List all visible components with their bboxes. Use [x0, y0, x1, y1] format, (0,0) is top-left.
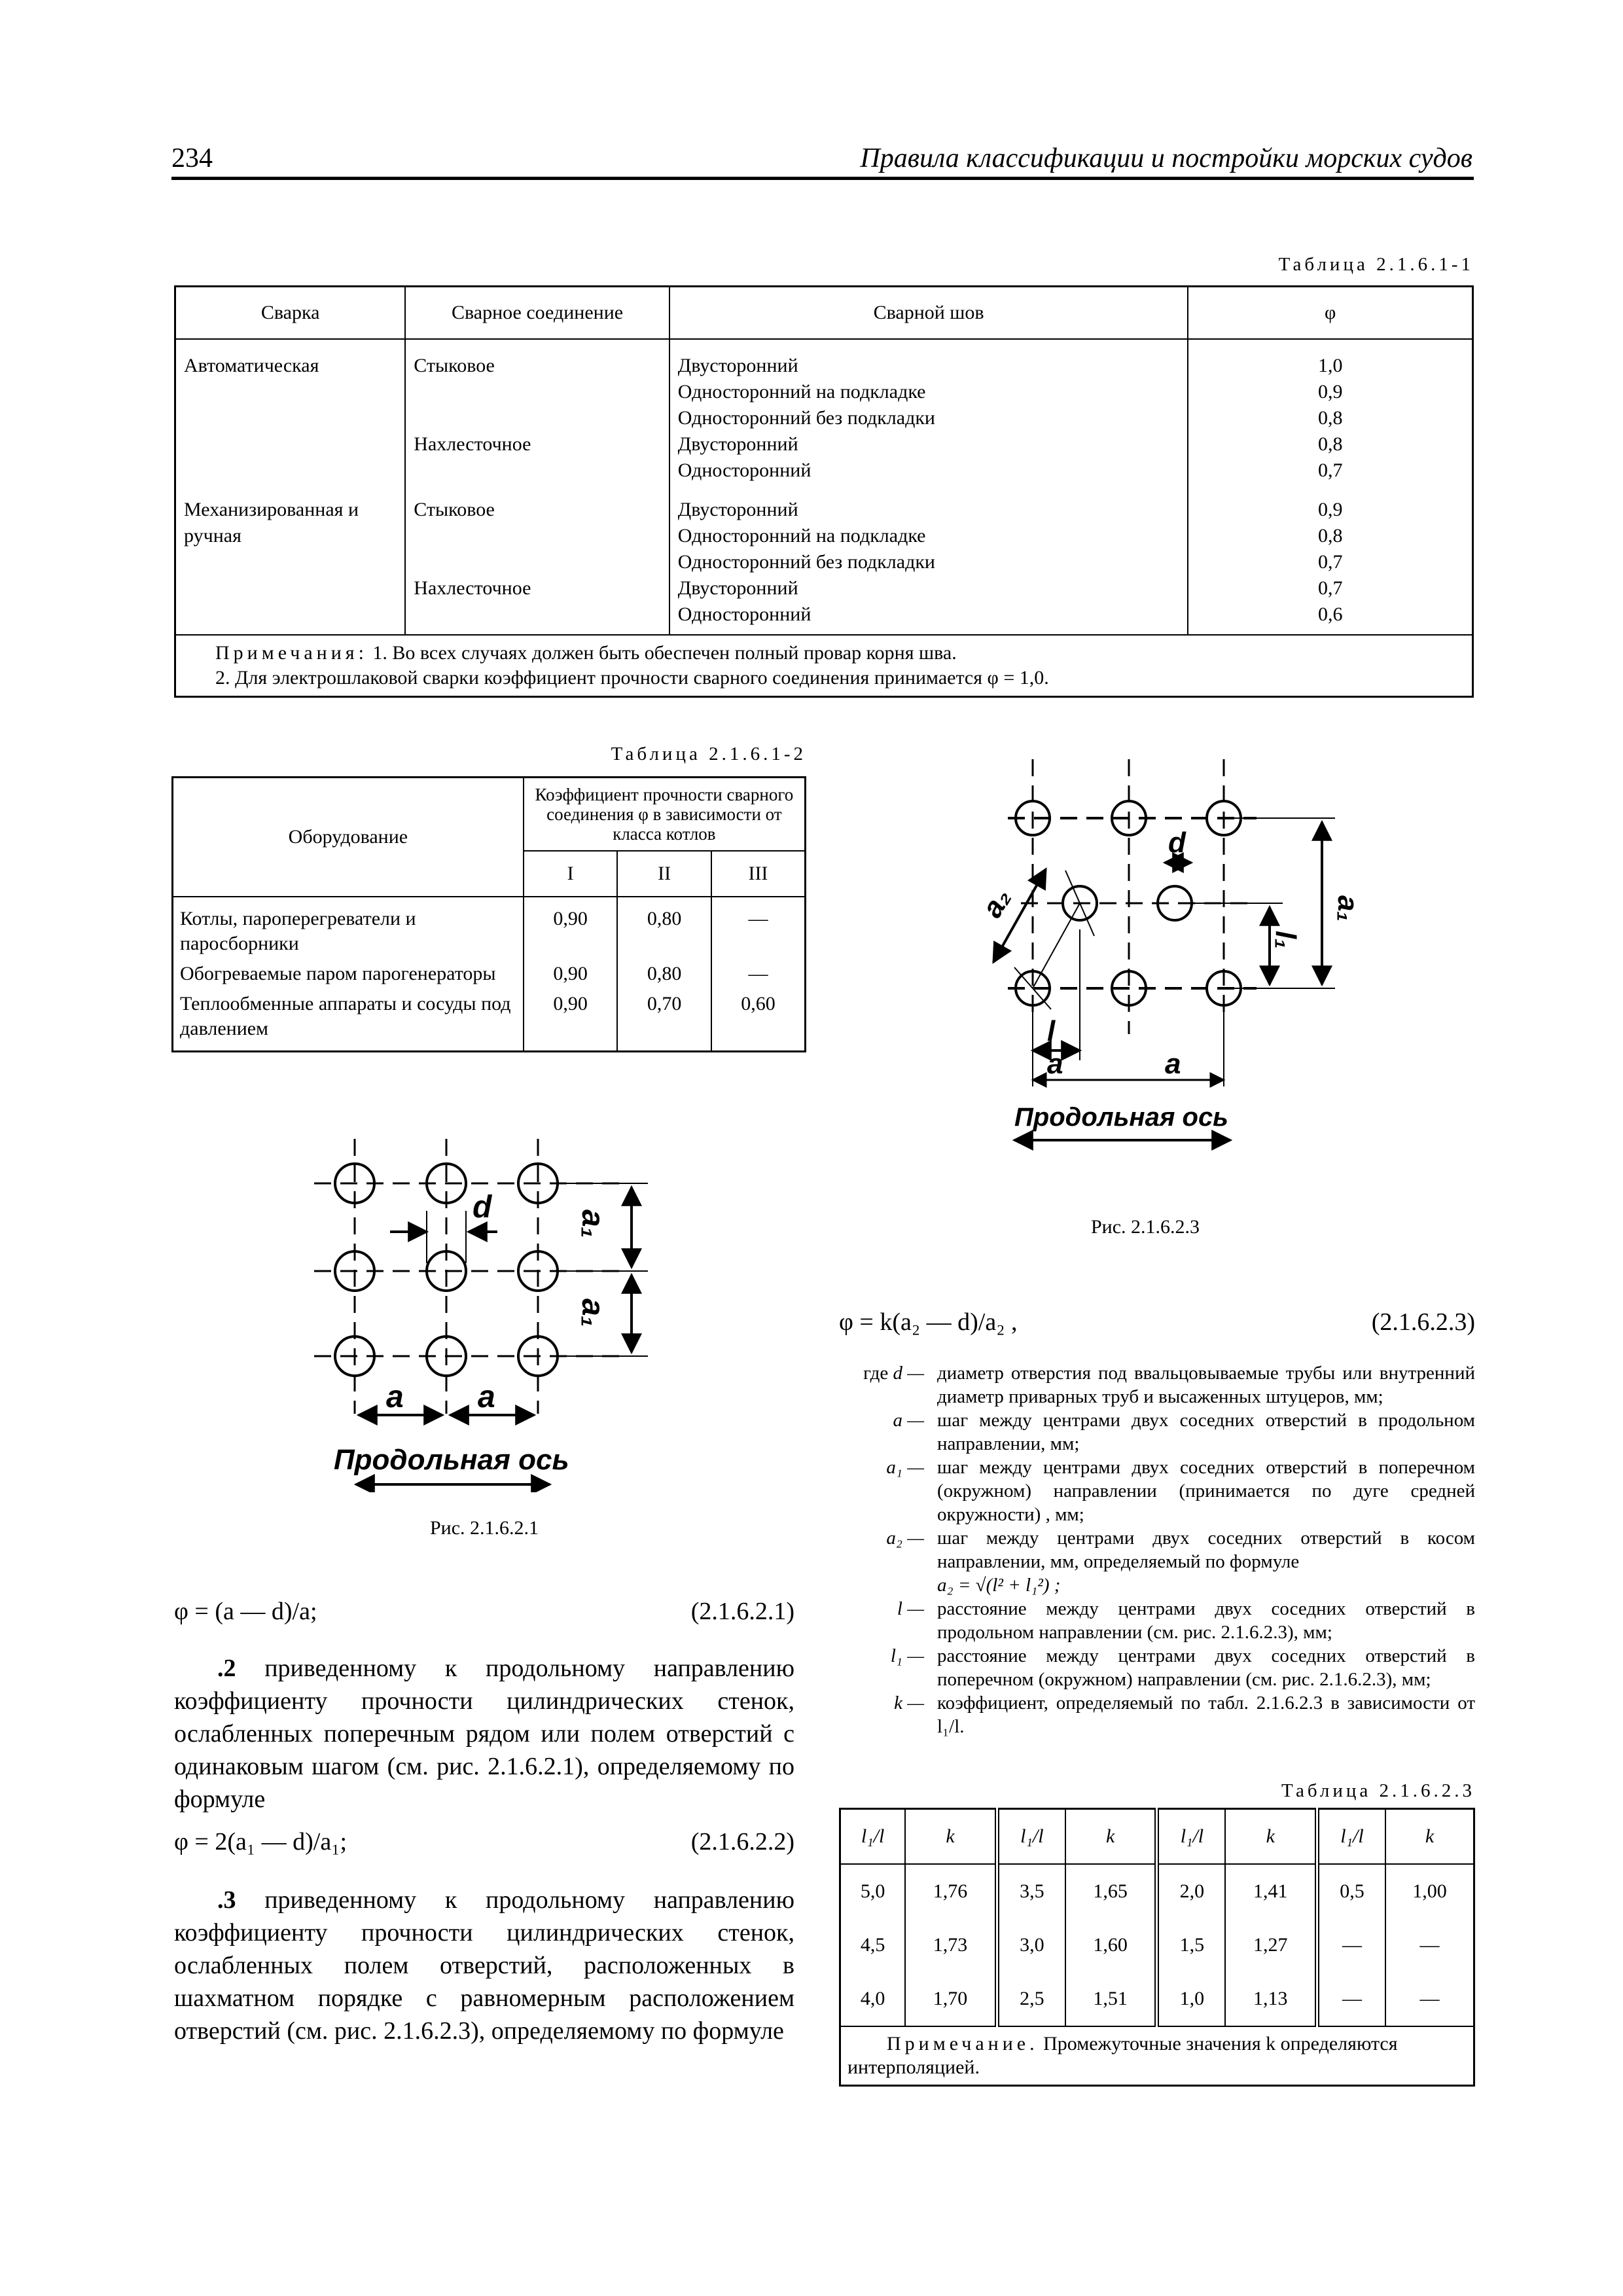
- axis-label: Продольная ось: [1014, 1103, 1228, 1132]
- coef-k-table: [839, 1808, 1475, 2087]
- boiler-table: [171, 776, 806, 1052]
- label-a1: a₁: [575, 1299, 610, 1327]
- formula-3: φ = k(a₂ — d)/a₂ , (2.1.6.2.3): [839, 1308, 1475, 1336]
- joint-cell: Стыковое Нахлесточное: [405, 339, 669, 484]
- table-row: Котлы, пароперегреватели и паросборники 0,90 0,80 —: [173, 897, 806, 961]
- col-header: l₁/l: [1157, 1809, 1225, 1865]
- table-row: 4,0 1,70 2,5 1,51 1,0 1,13 — —: [840, 1972, 1474, 2026]
- table2-caption: Таблица 2.1.6.1-2: [611, 744, 806, 764]
- col-header: k: [1065, 1809, 1157, 1865]
- table1-notes: Примечания: 1. Во всех случаях должен быть обеспечен полный провар корня шва. 2. Для электрошлаковой сварки коэффициент прочности сварного соединения принимается φ = 1,0.: [175, 635, 1473, 697]
- fig-regular-holes: [301, 1113, 668, 1492]
- col-header: Коэффициент прочности сварного соединения φ в зависимости от класса котлов: [524, 778, 806, 852]
- axis-label: Продольная ось: [334, 1444, 569, 1476]
- fig1-caption: Рис. 2.1.6.2.1: [429, 1517, 539, 1539]
- welding-type-cell: Автоматическая: [175, 339, 406, 484]
- definition-item: a₁ — шаг между центрами двух соседних отверстий в поперечном (окружном) направлении (принимается по дуге средней окружности) , мм;: [886, 1457, 1475, 1525]
- col-header: l₁/l: [840, 1809, 906, 1865]
- joint-cell: Стыковое Нахлесточное: [405, 484, 669, 635]
- seam-cell: Двусторонний Односторонний на подкладке Односторонний без подкладки Двусторонний Односторонний: [669, 484, 1188, 635]
- fig-staggered-holes: [916, 746, 1374, 1152]
- formula-2: φ = 2(a₁ — d)/a₁; (2.1.6.2.2): [174, 1828, 794, 1856]
- paragraph-2: .2 приведенному к продольному направлению коэффициенту прочности цилиндрических стенок, ослабленных поперечным рядом или полем отверстий с одинаковым шагом (см. рис. 2.1.6.2.1), определяемому по формуле: [174, 1655, 794, 1813]
- col-header: III: [711, 851, 806, 897]
- col-header: I: [524, 851, 618, 897]
- label-a: a: [1165, 1048, 1181, 1080]
- page-number: 234: [171, 143, 213, 173]
- seam-cell: Двусторонний Односторонний на подкладке Односторонний без подкладки Двусторонний Односторонний: [669, 339, 1188, 484]
- col-header: Сварка: [175, 287, 406, 340]
- label-d: d: [1168, 827, 1186, 859]
- welding-table: [174, 285, 1474, 698]
- label-a1: a₁: [575, 1210, 610, 1238]
- label-a2: a₂: [976, 883, 1018, 923]
- definition-item: a₂ = √(l² + l₁²) ;: [937, 1575, 1061, 1596]
- phi-cell: 0,9 0,8 0,7 0,7 0,6: [1188, 484, 1472, 635]
- col-header: Сварной шов: [669, 287, 1188, 340]
- definition-item: где d — диаметр отверстия под ввальцовываемые трубы или внутренний диаметр приварных труб и высаженных штуцеров, мм;: [863, 1363, 1475, 1407]
- label-a: a: [386, 1380, 404, 1414]
- table3-caption: Таблица 2.1.6.2.3: [1281, 1780, 1475, 1801]
- col-header: Оборудование: [173, 778, 524, 897]
- label-a: a: [1047, 1048, 1063, 1080]
- col-header: l₁/l: [1317, 1809, 1385, 1865]
- formula-1: φ = (a — d)/a; (2.1.6.2.1): [174, 1598, 794, 1625]
- label-a: a: [478, 1380, 495, 1414]
- label-l1: l₁: [1270, 931, 1302, 949]
- label-l: l: [1047, 1015, 1056, 1047]
- phi-cell: 1,0 0,9 0,8 0,8 0,7: [1188, 339, 1472, 484]
- definition-item: l — расстояние между центрами двух соседних отверстий в продольном направлении (см. рис. 2.1.6.2.3), мм;: [897, 1598, 1475, 1643]
- running-title: Правила классификации и постройки морских судов: [860, 143, 1472, 173]
- table1-caption: Таблица 2.1.6.1-1: [1278, 254, 1474, 275]
- table-row: Обогреваемые паром парогенераторы 0,90 0,80 —: [173, 961, 806, 992]
- col-header: Сварное соединение: [405, 287, 669, 340]
- welding-type-cell: Механизированная и ручная: [175, 484, 406, 635]
- col-header: II: [617, 851, 711, 897]
- table-row: 5,0 1,76 3,5 1,65 2,0 1,41 0,5 1,00: [840, 1864, 1474, 1918]
- definitions-list: [839, 1361, 1475, 1738]
- definition-item: a₂ — шаг между центрами двух соседних отверстий в косом направлении, мм, определяемый по формуле: [886, 1528, 1475, 1572]
- definition-item: l₁ — расстояние между центрами двух соседних отверстий в поперечном (окружном) направлении (см. рис. 2.1.6.2.3), мм;: [890, 1645, 1475, 1690]
- label-a1: a₁: [1332, 895, 1364, 922]
- label-d: d: [473, 1190, 492, 1225]
- col-header: φ: [1188, 287, 1472, 340]
- col-header: k: [905, 1809, 997, 1865]
- header-rule: [171, 177, 1474, 180]
- table-row: 4,5 1,73 3,0 1,60 1,5 1,27 — —: [840, 1918, 1474, 1972]
- definition-item: k — коэффициент, определяемый по табл. 2.1.6.2.3 в зависимости от l₁/l.: [894, 1693, 1475, 1737]
- col-header: k: [1225, 1809, 1317, 1865]
- fig3-caption: Рис. 2.1.6.2.3: [1090, 1216, 1200, 1238]
- paragraph-3: .3 приведенному к продольному направлению коэффициенту прочности цилиндрических стенок, ослабленных полем отверстий, расположенных в шахматном порядке с равномерным расположением отверстий (см. рис. 2.1.6.2.3), определяемому по формуле: [174, 1886, 794, 2045]
- definition-item: a — шаг между центрами двух соседних отверстий в продольном направлении, мм;: [893, 1410, 1475, 1454]
- table-row: Теплообменные аппараты и сосуды под давлением 0,90 0,70 0,60: [173, 992, 806, 1052]
- table3-note: Примечание. Промежуточные значения k определяются интерполяцией.: [840, 2026, 1474, 2086]
- col-header: k: [1385, 1809, 1474, 1865]
- col-header: l₁/l: [997, 1809, 1065, 1865]
